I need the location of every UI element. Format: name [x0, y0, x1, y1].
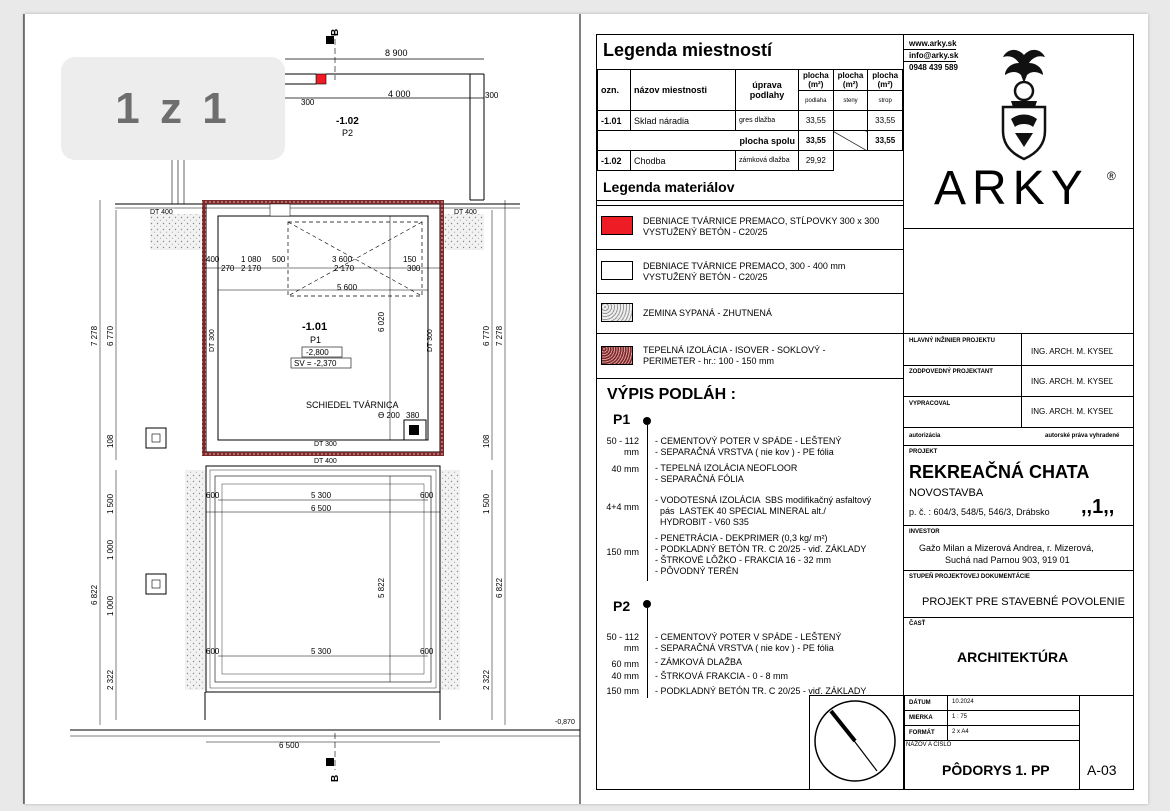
- svg-text:150: 150: [403, 255, 417, 264]
- svg-text:300: 300: [301, 98, 315, 107]
- svg-text:6 822: 6 822: [90, 584, 99, 605]
- svg-text:5 822: 5 822: [377, 577, 386, 598]
- company-logo-text: ARKY: [934, 162, 1089, 215]
- svg-text:2 322: 2 322: [106, 669, 115, 690]
- svg-text:DT 300: DT 300: [209, 329, 216, 352]
- svg-text:380: 380: [406, 411, 420, 420]
- svg-text:3 600: 3 600: [332, 255, 353, 264]
- table-row: -1.01 Sklad náradia gres dlažba 33,55 33,55: [598, 111, 903, 131]
- svg-text:-1.02: -1.02: [336, 116, 359, 127]
- svg-text:2 322: 2 322: [482, 669, 491, 690]
- drawing-part: ARCHITEKTÚRA: [957, 649, 1069, 665]
- svg-text:-2,800: -2,800: [306, 348, 329, 357]
- svg-text:300: 300: [407, 264, 421, 273]
- svg-text:600: 600: [206, 491, 220, 500]
- svg-text:500: 500: [272, 255, 286, 264]
- svg-text:6 770: 6 770: [482, 325, 491, 346]
- floor-p1-label: P1: [613, 411, 631, 427]
- svg-text:400: 400: [206, 255, 220, 264]
- svg-text:6 020: 6 020: [377, 311, 386, 332]
- company-logo-mark: ®: [1107, 169, 1116, 183]
- page-indicator: 1 z 1: [61, 57, 285, 160]
- svg-text:7 278: 7 278: [90, 325, 99, 346]
- svg-text:SV = -2,370: SV = -2,370: [294, 359, 337, 368]
- svg-text:1 500: 1 500: [482, 493, 491, 514]
- svg-text:600: 600: [206, 647, 220, 656]
- project-number: ,,1,,: [1081, 496, 1115, 518]
- svg-text:1 500: 1 500: [106, 493, 115, 514]
- svg-text:6 770: 6 770: [106, 325, 115, 346]
- material-swatch-red: [601, 216, 633, 235]
- svg-text:DT 300: DT 300: [427, 329, 434, 352]
- svg-text:5 600: 5 600: [337, 283, 358, 292]
- svg-text:5 300: 5 300: [311, 647, 332, 656]
- svg-text:1 000: 1 000: [106, 539, 115, 560]
- section-mark-top: B: [330, 28, 341, 36]
- svg-text:8 900: 8 900: [385, 48, 408, 58]
- legend-panel: Legenda miestností ozn. názov miestnosti úprava podlahy plocha (m²) plocha (m²) plocha (m²) podlaha steny strop -1.01 Sklad náradia gres dlažba 33,55 33,55 plocha spolu 33,55 33,55 -1.02 Chodba zámková dlažba 29,92 Legenda materiálov DEBNIACE TVÁRNICE PREMACO, STĹPOVKY 300 x 300 VYSTUŽENÝ BETÓN - C20/25 DEBNIACE TVÁRNICE PREMACO, 300 - 400 mm VYSTUŽENÝ BETÓN - C20/25 ZEMINA SYPANÁ - ZHUTNENÁ TEPELNÁ IZOLÁCIA - ISOVER - SOKLOVÝ - PERIMETER - hr.: 100 - 150 mm VÝPIS PODLÁH : P1 50 - 112 mm - CEMENTOVÝ POTER V SPÁDE - LEŠTENÝ - SEPARAČNÁ VRSTVA ( nie kov ) - PE fólia 40 mm - TEPELNÁ IZOLÁCIA NEOFLOOR - SEPARAČNÁ FÓLIA 4+4 mm - VODOTESNÁ IZOLÁCIA SBS modifikačný asfaltový pás LASTEK 40 SPECIAL MINERAL alt./ HYDROBIT - V60 S35 150 mm - PENETRÁCIA - DEKPRIMER (0,3 kg/ m²) - PODKLADNÝ BETÓN TR. C 20/25 - viď. ZÁKLADY - ŠTRKOVÉ LÔŽKO - FRAKCIA 16 - 32 mm - PÔVODNÝ TERÉN P2 50 - 112 mm - CEMENTOVÝ POTER V SPÁDE - LEŠTENÝ - SEPARAČNÁ VRSTVA ( nie kov ) - PE fólia 60 mm - ZÁMKOVÁ DLAŽBA 40 mm - ŠTRKOVÁ FRAKCIA - 0 - 8 mm 150 mm - PODKLADNÝ BETÓN TR. C 20/25 - viď. ZÁKLADY www.arky.sk info@arky.sk 0948 439 589 ARKY ® HLAVNÝ INŽINIER PROJEKTU ING. ARCH. M. KYSEĽ ZODPOVEDNÝ PROJEKTANT ING. ARCH. M. KYSEĽ VYPRACOVAL ING. ARCH. M. KYSEĽ autorizácia autorské práva vyhradené PROJEKT REKREAČNÁ CHATA NOVOSTAVBA p. č. : 604/3, 548/5, 546/3, Drábsko ,,1,, INVESTOR Gažo Milan a Mizerová Andrea, r. Mizerová, Suchá nad Parnou 903, 919 01 STUPEŇ PROJEKTOVEJ DOKUMENTÁCIE PROJEKT PRE STAVEBNÉ POVOLENIE ČASŤ ARCHITEKTÚRA DÁTUM 10.2024 MIERKA 1 : 75 FORMÁT 2 x A4 NÁZOV A ČÍSLO PÔDORYS 1. PP A-03: [596, 34, 1134, 790]
- room-legend-table: ozn. názov miestnosti úprava podlahy plocha (m²) plocha (m²) plocha (m²) podlaha steny strop -1.01 Sklad náradia gres dlažba 33,55 33,55 plocha spolu 33,55 33,55 -1.02 Chodba zámková dlažba 29,92: [597, 69, 903, 171]
- section-mark-bottom: B: [330, 774, 341, 782]
- company-crest-icon: [989, 43, 1059, 163]
- svg-text:P2: P2: [342, 128, 354, 138]
- svg-text:108: 108: [482, 434, 491, 448]
- svg-text:DT 400: DT 400: [150, 209, 173, 216]
- svg-text:-1.01: -1.01: [302, 321, 328, 333]
- svg-text:2 170: 2 170: [334, 264, 355, 273]
- svg-text:600: 600: [420, 647, 434, 656]
- company-web: www.arky.sk: [909, 39, 957, 48]
- svg-text:P1: P1: [310, 335, 322, 345]
- material-legend-title: Legenda materiálov: [603, 179, 735, 195]
- floors-title: VÝPIS PODLÁH :: [607, 386, 736, 403]
- svg-text:2 170: 2 170: [241, 264, 262, 273]
- svg-text:6 500: 6 500: [279, 741, 300, 750]
- documentation-stage: PROJEKT PRE STAVEBNÉ POVOLENIE: [922, 596, 1125, 608]
- north-arrow-icon: [811, 697, 899, 785]
- table-row: plocha spolu 33,55 33,55: [598, 131, 903, 151]
- material-swatch-insulation: [601, 346, 633, 365]
- drawing-name: PÔDORYS 1. PP: [942, 762, 1050, 778]
- svg-text:4 000: 4 000: [388, 89, 411, 99]
- drawing-number: A-03: [1087, 762, 1117, 778]
- svg-text:108: 108: [106, 434, 115, 448]
- svg-text:DT 400: DT 400: [454, 209, 477, 216]
- table-row: -1.02 Chodba zámková dlažba 29,92: [598, 151, 903, 171]
- svg-text:DT 400: DT 400: [314, 458, 337, 465]
- company-phone: 0948 439 589: [909, 63, 958, 72]
- svg-text:DT 300: DT 300: [314, 441, 337, 448]
- svg-text:6 822: 6 822: [495, 577, 504, 598]
- svg-text:7 278: 7 278: [495, 325, 504, 346]
- room-legend-title: Legenda miestností: [603, 40, 773, 60]
- svg-text:5 300: 5 300: [311, 491, 332, 500]
- svg-text:SCHIEDEL TVÁRNICA: SCHIEDEL TVÁRNICA: [306, 400, 399, 410]
- svg-text:-0,870: -0,870: [555, 719, 575, 726]
- svg-text:270: 270: [221, 264, 235, 273]
- floor-p2-label: P2: [613, 598, 631, 614]
- material-swatch-white: [601, 261, 633, 280]
- svg-text:1 000: 1 000: [106, 595, 115, 616]
- svg-text:1 080: 1 080: [241, 255, 262, 264]
- svg-text:6 500: 6 500: [311, 504, 332, 513]
- project-title: REKREAČNÁ CHATA: [909, 462, 1090, 482]
- svg-text:600: 600: [420, 491, 434, 500]
- material-swatch-soil: [601, 303, 633, 322]
- svg-text:300: 300: [485, 91, 499, 100]
- svg-text:Ө 200: Ө 200: [378, 411, 400, 420]
- company-email: info@arky.sk: [909, 51, 959, 60]
